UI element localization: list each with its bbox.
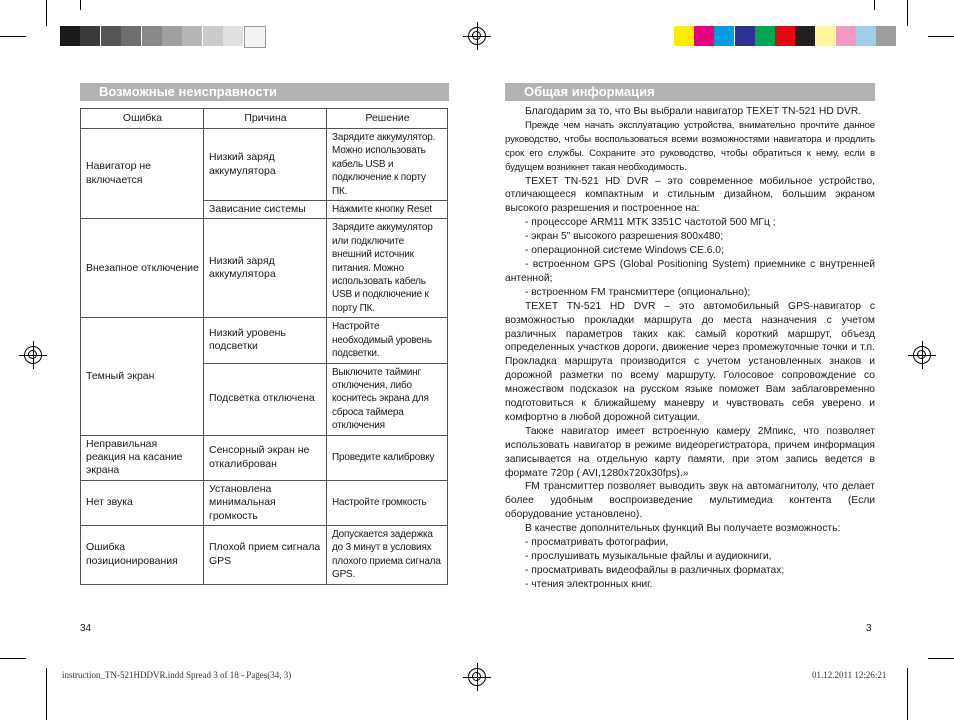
body-paragraph: - просматривать фотографии, <box>525 537 669 549</box>
cause-cell: Подсветка отключена <box>204 363 327 435</box>
cause-cell: Низкий заряд аккумулятора <box>204 129 327 201</box>
troubleshooting-heading: Возможные неисправности <box>80 83 449 101</box>
table-row <box>81 129 448 201</box>
crop-mark <box>0 658 26 659</box>
registration-mark-icon <box>468 668 486 686</box>
solution-cell: Зарядите аккумулятор. Можно использовать кабель USB и подключение к порту ПК. <box>327 129 448 201</box>
color-swatch <box>714 26 734 46</box>
body-paragraph: - встроенном FM трансмиттере (опционально); <box>525 286 751 298</box>
body-paragraph: TEXET TN-521 HD DVR – это современное мобильное устройство, отличающееся компактным и стильным дизайном, большим экраном высокого разрешения и построенное на: <box>505 175 875 215</box>
color-swatch <box>876 26 896 46</box>
registration-mark-icon <box>24 346 42 364</box>
solution-cell: Нажмите кнопку Reset <box>327 201 448 219</box>
column-header-error: Ошибка <box>81 109 204 129</box>
color-swatch <box>836 26 856 46</box>
general-info-heading: Общая информация <box>505 83 875 101</box>
solution-cell: Допускается задержка до 3 минут в условиях плохого приема сигнала GPS. <box>327 525 448 584</box>
gray-swatch <box>203 26 223 46</box>
registration-mark-icon <box>913 346 931 364</box>
crop-mark <box>46 0 47 26</box>
color-swatch <box>694 26 714 46</box>
gray-swatch <box>101 26 121 46</box>
column-header-cause: Причина <box>204 109 327 129</box>
body-paragraph: - операционной системе Windows CE.6.0; <box>525 245 724 257</box>
solution-cell: Зарядите аккумулятор или подключите внешний источник питания. Можно использовать кабель USB и подключение к порту ПК. <box>327 219 448 318</box>
table-row <box>81 318 448 363</box>
color-swatch <box>775 26 795 46</box>
gray-swatch <box>142 26 162 46</box>
table-header-row <box>81 109 448 129</box>
body-paragraph: FM трансмиттер позволяет выводить звук на автомагнитолу, что делает более удобным воспроизведение мультимедиа контента (Если оборудование установлено). <box>505 481 875 521</box>
body-paragraph: - экран 5” высокого разрешения 800x480; <box>525 231 724 243</box>
color-swatch <box>735 26 755 46</box>
error-cell: Навигатор не включается <box>81 129 204 219</box>
color-swatch <box>795 26 815 46</box>
table-row <box>81 480 448 525</box>
cause-cell: Плохой прием сигнала GPS <box>204 525 327 584</box>
body-paragraph: В качестве дополнительных функций Вы получаете возможность: <box>525 523 841 535</box>
cause-cell: Сенсорный экран не откалиброван <box>204 435 327 480</box>
crop-mark <box>928 36 954 37</box>
table-row <box>81 525 448 584</box>
crop-mark <box>874 0 875 10</box>
crop-mark <box>907 0 908 26</box>
column-header-solution: Решение <box>327 109 448 129</box>
body-paragraph: - чтения электронных книг. <box>525 578 653 590</box>
crop-mark <box>46 668 47 720</box>
cause-cell: Зависание системы <box>204 201 327 219</box>
body-paragraph: - встроенном GPS (Global Positioning System) приемнике с внутренней антенной; <box>505 258 875 284</box>
cause-cell: Установлена минимальная громкость <box>204 480 327 525</box>
registration-mark-icon <box>468 27 486 45</box>
solution-cell: Выключите тайминг отключения, либо коснитесь экрана для сброса таймера отключения <box>327 363 448 435</box>
solution-cell: Настройте необходимый уровень подсветки. <box>327 318 448 363</box>
solution-cell: Настройте громкость <box>327 480 448 525</box>
error-cell: Неправильная реакция на касание экрана <box>81 435 204 480</box>
gray-swatch <box>80 26 100 46</box>
body-paragraph: - прослушивать музыкальные файлы и аудиокниги, <box>525 551 772 562</box>
crop-mark <box>928 658 954 659</box>
color-swatch <box>674 26 694 46</box>
error-cell: Внезапное отключение <box>81 219 204 318</box>
body-paragraph: TEXET TN-521 HD DVR – это автомобильный GPS-навигатор с возможностью прокладки маршрута до места назначения с учетом различных параметров таких как: самый короткий маршрут, объезд определенных участков дороги, движение через промежуточные точки и т.п. Прокладка маршрута производится с учетом установленных знаков и дорожной разметки по всему маршруту. Голосовое сопровождение со множеством подсказок на русском языке поможет Вам заблаговременно подготовиться к ближайшему маневру и чувствовать себя уверено и комфортно в любой дорожной ситуации. <box>505 300 875 423</box>
gray-swatch <box>182 26 202 46</box>
gray-swatch <box>244 26 266 48</box>
body-paragraph: - просматривать видеофайлы в различных форматах; <box>525 564 785 576</box>
troubleshooting-table <box>80 108 448 585</box>
error-cell: Нет звука <box>81 480 204 525</box>
error-cell: Ошибка позиционирования <box>81 525 204 584</box>
gray-swatch <box>60 26 80 46</box>
color-swatch <box>755 26 775 46</box>
error-cell: Темный экран <box>81 318 204 435</box>
color-swatch <box>815 26 835 46</box>
solution-cell: Проведите калибровку <box>327 435 448 480</box>
table-row <box>81 219 448 318</box>
cause-cell: Низкий уровень подсветки <box>204 318 327 363</box>
gray-swatch <box>223 26 243 46</box>
body-paragraph: - процессоре ARM11 MTK 3351C частотой 500 МГц ; <box>525 217 776 229</box>
body-paragraph: Прежде чем начать эксплуатацию устройства, внимательно прочтите данное руководство, чтобы воспользоваться всеми возможностями навигатора и продлить срок его службы. Сохраните это руководство, чтобы обратиться к нему, если в будущем возникнет такая необходимость. <box>505 119 875 173</box>
crop-mark <box>0 36 26 37</box>
page-number-right: 3 <box>866 623 872 634</box>
page-number-left: 34 <box>80 623 92 634</box>
cause-cell: Низкий заряд аккумулятора <box>204 219 327 318</box>
print-slug-date: 01.12.2011 12:26:21 <box>812 670 887 680</box>
crop-mark <box>80 0 81 10</box>
body-paragraph: Также навигатор имеет встроенную камеру 2Мпикс, что позволяет использовать навигатор в режиме видеорегистратора, причем информация записывается на отдельную карту памяти, при этом запись ведется в формате 720p ( AVI,1280x720x30fps).» <box>505 425 875 479</box>
print-slug-file-info: instruction_TN-521HDDVR.indd Spread 3 of 18 - Pages(34, 3) <box>62 670 292 680</box>
table-row <box>81 435 448 480</box>
gray-swatch <box>121 26 141 46</box>
crop-mark <box>907 668 908 720</box>
general-info-body <box>505 105 875 592</box>
gray-swatch <box>162 26 182 46</box>
body-paragraph: Благодарим за то, что Вы выбрали навигатор TEXET TN-521 HD DVR. <box>525 106 862 117</box>
color-swatch <box>856 26 876 46</box>
